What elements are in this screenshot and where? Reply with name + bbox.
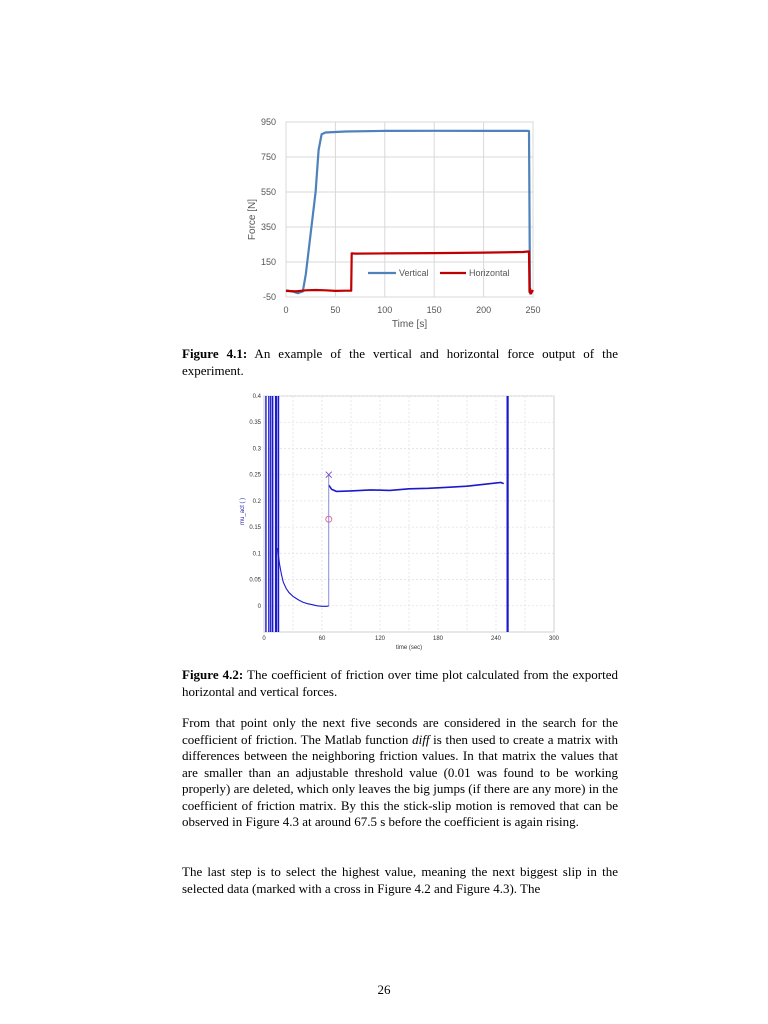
y-tick-label: 0.3 <box>252 446 261 453</box>
legend-label-horizontal: Horizontal <box>469 268 510 278</box>
y-tick-label: 0.15 <box>249 525 261 532</box>
x-tick-label: 50 <box>330 305 341 315</box>
legend-label-vertical: Vertical <box>399 268 429 278</box>
x-tick-label: 0 <box>262 636 266 642</box>
x-tick-label: 180 <box>432 636 444 642</box>
x-tick-label: 200 <box>476 305 492 315</box>
x-tick-label: 300 <box>548 636 560 642</box>
x-tick-label: 150 <box>426 305 442 315</box>
y-tick-label: -50 <box>262 292 276 302</box>
figure-4-1-caption <box>182 346 618 379</box>
y-tick-label: 0.1 <box>252 551 261 558</box>
paragraph-1-part-a: From that point only the next five seconds are considered in the search for the coefficient of friction. The Matlab function <box>182 715 618 747</box>
diff-function-name: diff <box>412 731 430 747</box>
x-axis-title: Time [s] <box>391 319 428 330</box>
y-tick-label: 0.2 <box>252 498 261 505</box>
body-paragraph-2: The last step is to select the highest value, meaning the next biggest slip in the selected data (marked with a cross in Figure 4.2 and Figure 4.3). The <box>182 864 618 896</box>
y-axis-title: Force [N] <box>247 198 258 241</box>
force-chart <box>238 110 548 335</box>
friction-chart-svg <box>232 392 562 654</box>
friction-chart <box>232 392 562 654</box>
y-tick-label: 350 <box>260 222 276 232</box>
x-axis-title: time (sec) <box>395 645 423 651</box>
x-tick-label: 120 <box>374 636 386 642</box>
body-paragraph-1 <box>182 715 618 831</box>
x-tick-label: 250 <box>525 305 541 315</box>
y-tick-label: 750 <box>260 152 276 162</box>
figure-4-1-text: An example of the vertical and horizontal force output of the experiment. <box>182 346 618 378</box>
y-tick-label: 150 <box>260 257 276 267</box>
paragraph-1-part-b: is then used to create a matrix with differences between the neighboring friction values. In that matrix the values that are smaller than an adjustable threshold value (0.01 was found to be working properly) are deleted, which only leaves the big jumps (if there are any more) in the coefficient of friction matrix. By this the stick-slip motion is removed that can be observed in Figure 4.3 at around 67.5 s before the coefficient is again rising. <box>182 731 618 829</box>
x-tick-label: 60 <box>318 636 326 642</box>
x-tick-label: 0 <box>283 305 289 315</box>
y-tick-label: 550 <box>260 187 276 197</box>
page-number: 26 <box>377 982 391 997</box>
y-tick-label: 0.25 <box>249 472 261 479</box>
y-tick-label: 0 <box>257 603 261 610</box>
y-tick-label: 0.4 <box>252 394 261 400</box>
y-tick-label: 950 <box>260 117 276 127</box>
x-tick-label: 240 <box>490 636 502 642</box>
figure-4-2-label: Figure 4.2: <box>182 667 244 682</box>
y-tick-label: 0.05 <box>249 577 261 584</box>
y-axis-title: mu_act ( ) <box>240 497 246 525</box>
x-tick-label: 100 <box>377 305 393 315</box>
figure-4-2-caption <box>182 667 618 700</box>
figure-4-2-text: The coefficient of friction over time plot calculated from the exported horizontal and vertical forces. <box>182 667 619 699</box>
figure-4-1-label: Figure 4.1: <box>182 346 248 361</box>
force-chart-svg <box>238 110 548 335</box>
y-tick-label: 0.35 <box>249 420 261 427</box>
